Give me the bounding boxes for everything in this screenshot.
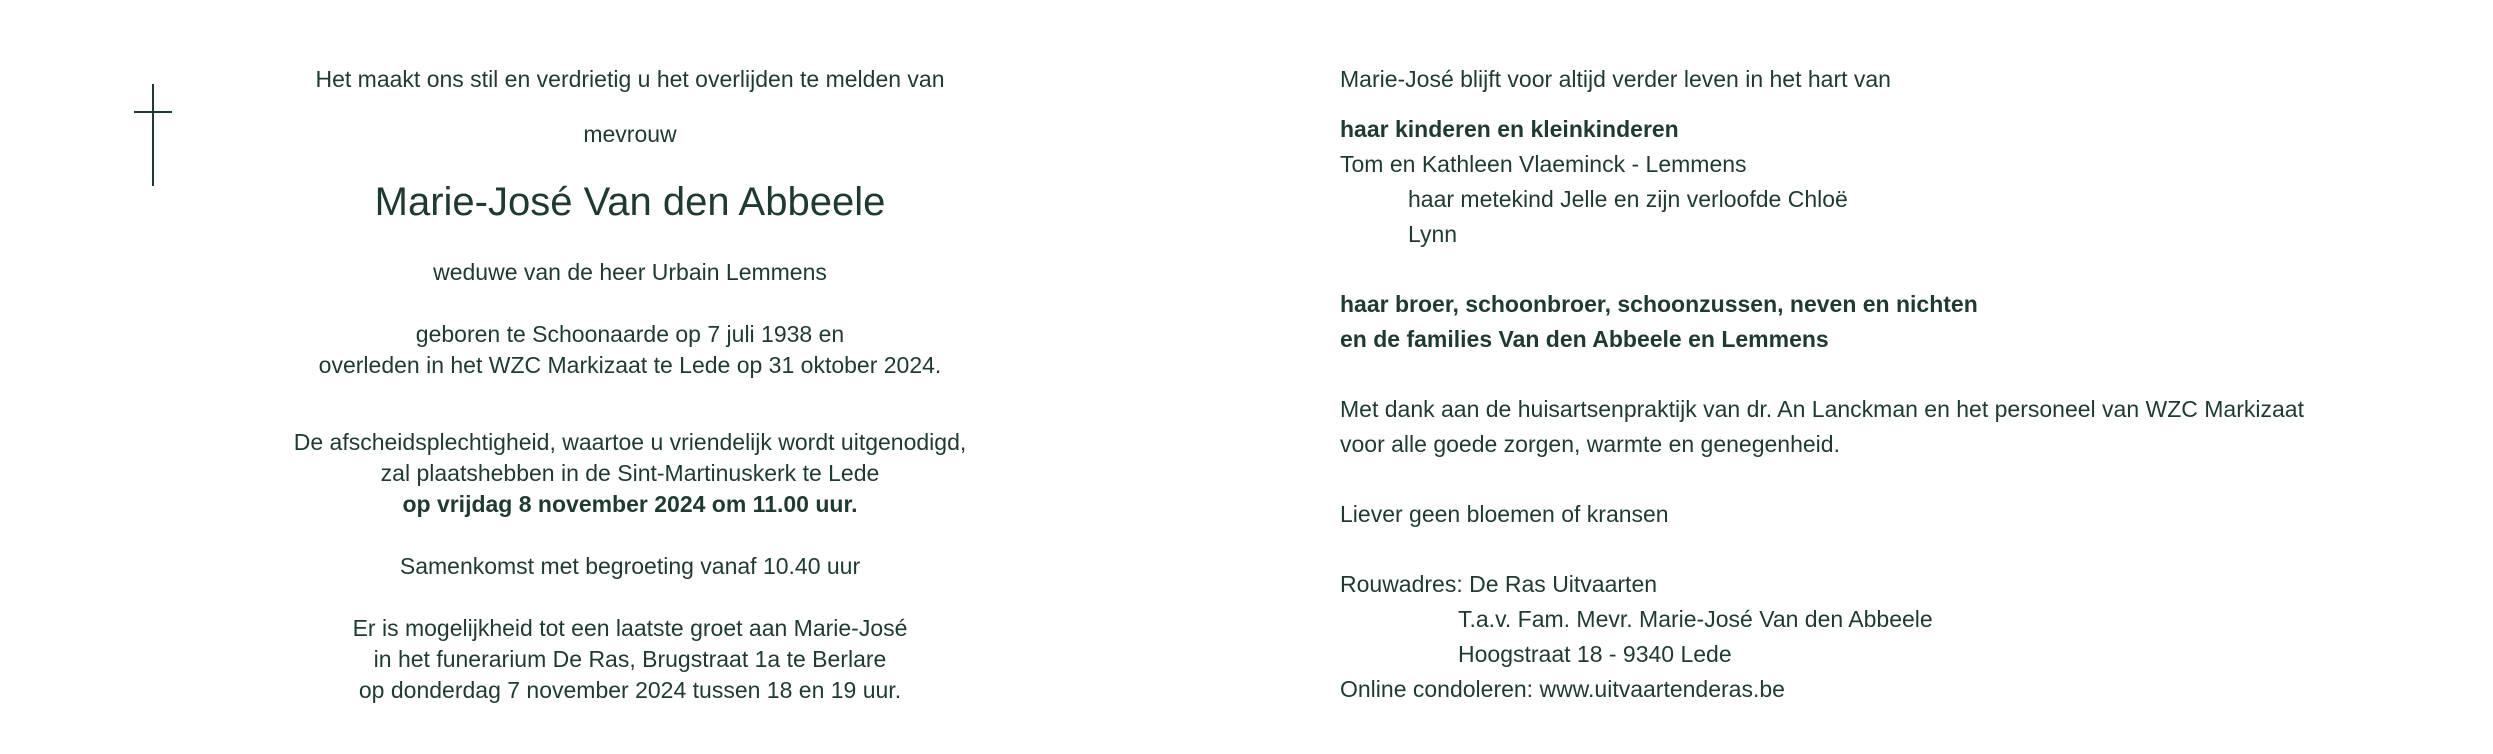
death-text: overleden in het WZC Markizaat te Lede op 31 oktober 2024. <box>318 352 942 378</box>
meeting-text: Samenkomst met begroeting vanaf 10.40 uur <box>399 553 861 579</box>
family-line-2: en de families Van den Abbeele en Lemmens <box>1340 326 1829 352</box>
children-line-1: Tom en Kathleen Vlaeminck - Lemmens <box>1340 151 1747 177</box>
title-text: mevrouw <box>583 121 677 147</box>
ceremony-text-2: zal plaatshebben in de Sint-Martinuskerk te Lede <box>380 460 880 486</box>
deceased-name: Marie-José Van den Abbeele <box>374 180 886 224</box>
widow-text: weduwe van de heer Urbain Lemmens <box>433 259 827 285</box>
flowers-note: Liever geen bloemen of kransen <box>1340 501 1669 527</box>
children-heading: haar kinderen en kleinkinderen <box>1340 116 1679 142</box>
mourning-address-3: Hoogstraat 18 - 9340 Lede <box>1458 641 1732 667</box>
family-line-1: haar broer, schoonbroer, schoonzussen, neven en nichten <box>1340 291 1978 317</box>
thanks-line-2: voor alle goede zorgen, warmte en genegenheid. <box>1340 431 1840 457</box>
cross-icon <box>134 84 172 186</box>
greeting-text-3: op donderdag 7 november 2024 tussen 18 en 19 uur. <box>358 677 902 703</box>
ceremony-text-1: De afscheidsplechtigheid, waartoe u vriendelijk wordt uitgenodigd, <box>293 429 967 455</box>
greeting-text-1: Er is mogelijkheid tot een laatste groet aan Marie-José <box>352 615 908 641</box>
children-line-3: Lynn <box>1408 221 1458 247</box>
mourning-address-2: T.a.v. Fam. Mevr. Marie-José Van den Abbeele <box>1458 606 1933 632</box>
children-line-2: haar metekind Jelle en zijn verloofde Chloë <box>1408 186 1848 212</box>
thanks-line-1: Met dank aan de huisartsenpraktijk van dr. An Lanckman en het personeel van WZC Markizaat <box>1340 396 2304 422</box>
online-condolence-link[interactable]: Online condoleren: www.uitvaartenderas.be <box>1340 676 1785 702</box>
intro-text: Het maakt ons stil en verdrietig u het overlijden te melden van <box>315 66 945 92</box>
greeting-text-2: in het funerarium De Ras, Brugstraat 1a te Berlare <box>373 646 887 672</box>
mourning-address-1: Rouwadres: De Ras Uitvaarten <box>1340 571 1658 597</box>
birth-text: geboren te Schoonaarde op 7 juli 1938 en <box>415 321 845 347</box>
remembrance-intro: Marie-José blijft voor altijd verder leven in het hart van <box>1340 66 1891 92</box>
ceremony-date: op vrijdag 8 november 2024 om 11.00 uur. <box>402 491 858 517</box>
